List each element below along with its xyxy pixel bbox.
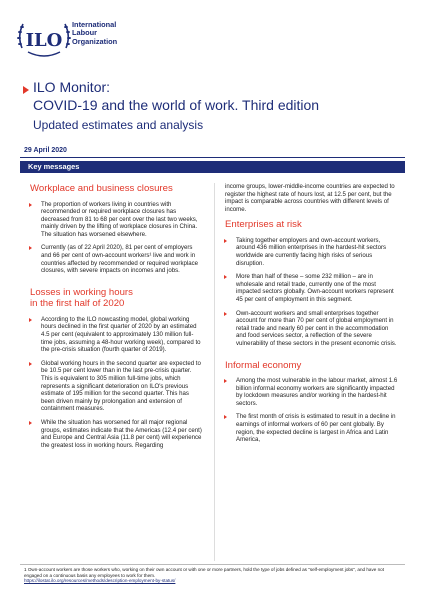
list-item — [219, 237, 399, 267]
left-column — [24, 183, 204, 455]
section-heading-working-hours — [30, 287, 204, 310]
list-item — [219, 413, 399, 443]
key-messages-label: Key messages — [28, 162, 80, 171]
section-heading-closures: Workplace and business closures — [30, 183, 173, 194]
footnote-link[interactable]: https://ilostat.ilo.org/resources/methods/description-employment-by-status/ — [24, 578, 176, 584]
organization-name — [72, 21, 117, 46]
list-item-text: Own-account workers and small enterprises together account for more than 70 per cent of global employment in retail trade and nearly 60 per cent in the accommodation and food services sector, a reflection of the severe vulnerability of these sectors in the present economic crisis. — [236, 309, 397, 347]
list-item-text: The proportion of workers living in countries with recommended or required workplace closures has decreased from 81 to 68 per cent over the last two weeks, mainly driven by the lifting of workplace closures in China. The situation has worsened elsewhere. — [41, 200, 198, 238]
list-item — [219, 377, 399, 407]
list-item — [219, 310, 399, 348]
triangle-bullet-icon — [224, 415, 227, 419]
header-divider — [20, 157, 405, 158]
triangle-bullet-icon — [29, 362, 32, 366]
heading-line-2: in the first half of 2020 — [30, 298, 125, 310]
org-line-3: Organization — [72, 36, 118, 46]
key-messages-bar — [20, 161, 405, 173]
page-title-line-2: COVID-19 and the world of work. Third edition — [33, 97, 320, 113]
triangle-bullet-icon — [29, 246, 32, 250]
continued-paragraph: income groups, lower-middle-income countries are expected to register the highest rate of hours lost, at 12.5 per cent, but the impact is comparable across countries with different levels of income. — [225, 183, 395, 213]
triangle-bullet-icon — [224, 239, 227, 243]
section-heading-enterprises: Enterprises at risk — [225, 219, 302, 231]
title-triangle-icon — [23, 86, 29, 94]
ilo-logo-icon — [14, 14, 74, 62]
list-item-text: Currently (as of 22 April 2020), 81 per cent of employers and 66 per cent of own-account workers¹ live and work in countries affected by recommended or required workplace closures, with severe impacts on incomes and jobs. — [41, 244, 199, 275]
footnote-divider — [20, 564, 405, 565]
triangle-bullet-icon — [224, 312, 227, 316]
column-divider — [214, 183, 215, 561]
publication-date: 29 April 2020 — [24, 147, 67, 154]
section-heading-informal-economy: Informal economy — [225, 359, 302, 371]
triangle-bullet-icon — [224, 379, 227, 383]
footnote — [24, 567, 402, 584]
triangle-bullet-icon — [29, 318, 32, 322]
page-title: ILO Monitor: — [33, 79, 111, 95]
triangle-bullet-icon — [29, 421, 32, 425]
list-item — [219, 273, 399, 303]
list-item-text: The first month of crisis is estimated to result in a decline in earnings of informal workers of 60 per cent globally. By region, the expected decline is largest in Africa and Latin America, — [236, 413, 396, 444]
list-item — [24, 201, 204, 239]
list-item-text: According to the ILO nowcasting model, global working hours declined in the first quarter of 2020 by an estimated 4.5 per cent (equivalent to approximately 130 million full-time jobs, assuming a 48-hour working week), compared to the pre-crisis situation (fourth quarter of 2019). — [41, 315, 201, 354]
list-item-text: Global working hours in the second quarter are expected to be 10.5 per cent lower than in the last pre-crisis quarter. This is equivalent to 305 million full-time jobs, which represents a significant deterioration on ILO's previous estimate of 195 million for the second quarter. This has been driven mainly by prolongation and extension of containment measures. — [41, 359, 201, 413]
list-item-text: While the situation has worsened for all major regional groups, estimates indicate that the Americas (12.4 per cent) and Europe and Central Asia (11.8 per cent) will experience the greatest loss in working hours. Regarding — [41, 418, 202, 449]
list-item — [24, 419, 204, 449]
list-item — [24, 316, 204, 354]
list-item — [24, 244, 204, 274]
org-line-1: International — [72, 20, 117, 29]
page-subtitle: Updated estimates and analysis — [33, 118, 204, 132]
logo-letters: ILO — [25, 30, 63, 51]
triangle-bullet-icon — [29, 203, 32, 207]
list-item-text: Among the most vulnerable in the labour market, almost 1.6 billion informal economy workers are significantly impacted by lockdown measures and/or working in the hardest-hit sectors. — [236, 377, 398, 407]
footnote-text: 1 Own-account workers are those workers who, working on their own account or with one or more partners, hold the type of jobs defined as "self-employment jobs", and have not engaged on a continuous basis any employees to work for them. — [24, 567, 384, 578]
list-item-text: More than half of these – some 232 million – are in wholesale and retail trade, currently one of the most impacted sectors globally. Own-account workers represent 45 per cent of employment in this segment. — [236, 273, 394, 304]
heading-line-1: Losses in working hours — [30, 286, 133, 298]
triangle-bullet-icon — [224, 275, 227, 279]
list-item-text: Taking together employers and own-account workers, around 436 million enterprises in the hardest-hit sectors worldwide are currently facing high risks of serious disruption. — [236, 236, 387, 267]
right-column — [219, 183, 399, 450]
list-item — [24, 360, 204, 413]
org-line-2: Labour — [72, 28, 98, 38]
